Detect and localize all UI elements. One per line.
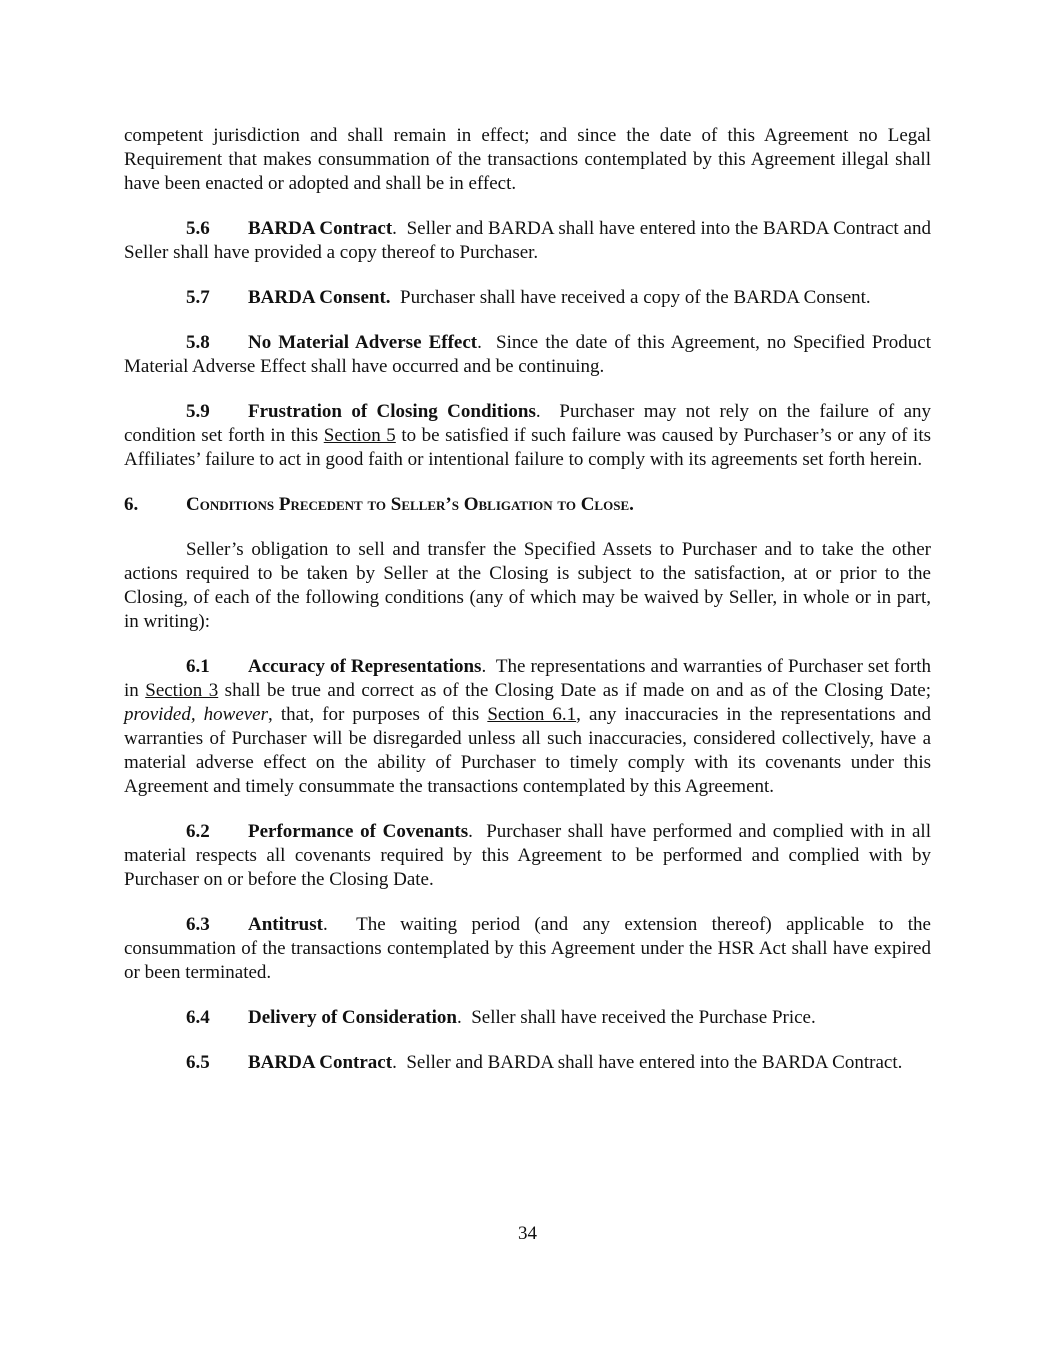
section-6-1-link[interactable]: Section 6.1: [487, 704, 577, 725]
section-6-heading: [124, 493, 931, 517]
title-separator: .: [468, 821, 487, 842]
section-title: Frustration of Closing Conditions: [248, 401, 536, 422]
title-separator: .: [392, 1052, 407, 1073]
title-separator: .: [535, 401, 560, 422]
section-5-6: [124, 217, 931, 265]
section-number: 6.2: [186, 821, 210, 842]
section-body: Since the date of this Agreement, no Specified Product Material Adverse Effect shall have occurred and be continuing.: [124, 332, 932, 377]
section-title: BARDA Consent.: [248, 287, 391, 308]
proviso-text: provided, however: [124, 704, 269, 725]
section-number: 5.8: [186, 332, 210, 353]
section-body: Seller and BARDA shall have entered into the BARDA Contract.: [406, 1052, 903, 1073]
section-number: 5.6: [186, 218, 210, 239]
section-6-4: [124, 1006, 931, 1030]
section-body-cont: , that, for purposes of this: [268, 704, 488, 725]
section-number: 6.5: [186, 1052, 210, 1073]
section-5-link[interactable]: Section 5: [323, 425, 396, 446]
section-number: 6.3: [186, 914, 210, 935]
section-body: The representations and warranties of Purchaser set forth in: [124, 656, 931, 701]
section-title: Antitrust: [248, 914, 323, 935]
section-title: BARDA Contract: [248, 1052, 393, 1073]
section-title: Delivery of Consideration: [248, 1007, 457, 1028]
section-5-7: [124, 286, 931, 310]
section-5-9: [124, 400, 931, 472]
section-body-cont: shall be true and correct as of the Closing Date as if made on and as of the Closing Date;: [218, 680, 932, 701]
section-title: BARDA Contract: [248, 218, 393, 239]
section-6-intro: Seller’s obligation to sell and transfer the Specified Assets to Purchaser and to take the other actions required to be taken by Seller at the Closing is subject to the satisfaction, at or prior to the Closing, of each of the following conditions (any of which may be waived by Seller, in whole or in part, in writing):: [124, 539, 931, 632]
section-6-3: [124, 913, 931, 985]
title-separator: .: [322, 914, 357, 935]
title-separator: .: [392, 218, 407, 239]
title-separator: .: [481, 656, 496, 677]
section-title: No Material Adverse Effect: [248, 332, 478, 353]
section-3-link[interactable]: Section 3: [145, 680, 219, 701]
section-number: 5.9: [186, 401, 210, 422]
section-body-cont: , any inaccuracies in the representations and warranties of Purchaser will be disregarded unless all such inaccuracies, considered collectively, have a material adverse effect on the ability of Purchaser to timely comply with its covenants under this Agreement and timely consummate the transactions contemplated by this Agreement.: [124, 704, 932, 797]
heading-title: Conditions Precedent to Seller’s Obligation to Close.: [186, 494, 634, 515]
section-6-5: [124, 1051, 931, 1075]
title-separator: .: [477, 332, 497, 353]
section-body: Seller and BARDA shall have entered into the BARDA Contract and Seller shall have provided a copy thereof to Purchaser.: [124, 218, 931, 263]
title-separator: [391, 287, 401, 308]
section-body: Purchaser shall have received a copy of the BARDA Consent.: [400, 287, 871, 308]
document-page: [124, 124, 931, 1096]
section-body: Purchaser shall have performed and complied with in all material respects all covenants required by this Agreement to be performed and complied with by Purchaser on or before the Closing Date.: [124, 821, 931, 890]
section-number: 6.4: [186, 1007, 210, 1028]
page-number: 34: [518, 1223, 537, 1244]
continuation-paragraph: competent jurisdiction and shall remain in effect; and since the date of this Agreement no Legal Requirement that makes consummation of the transactions contemplated by this Agreement illegal shall have been enacted or adopted and shall be in effect.: [124, 125, 931, 194]
section-body: Seller shall have received the Purchase Price.: [471, 1007, 816, 1028]
section-5-8: [124, 331, 931, 379]
heading-number: 6.: [124, 494, 139, 515]
section-6-2: [124, 820, 931, 892]
section-body: Purchaser may not rely on the failure of any condition set forth in this: [124, 401, 932, 446]
section-body-cont: to be satisfied if such failure was caused by Purchaser’s or any of its Affiliates’ failure to act in good faith or intentional failure to comply with its agreements set forth herein.: [124, 425, 931, 470]
section-6-1: [124, 655, 931, 799]
section-title: Performance of Covenants: [248, 821, 469, 842]
title-separator: .: [456, 1007, 472, 1028]
section-body: The waiting period (and any extension thereof) applicable to the consummation of the transactions contemplated by this Agreement under the HSR Act shall have expired or been terminated.: [124, 914, 931, 983]
section-title: Accuracy of Representations: [248, 656, 482, 677]
section-number: 6.1: [186, 656, 210, 677]
section-number: 5.7: [186, 287, 210, 308]
